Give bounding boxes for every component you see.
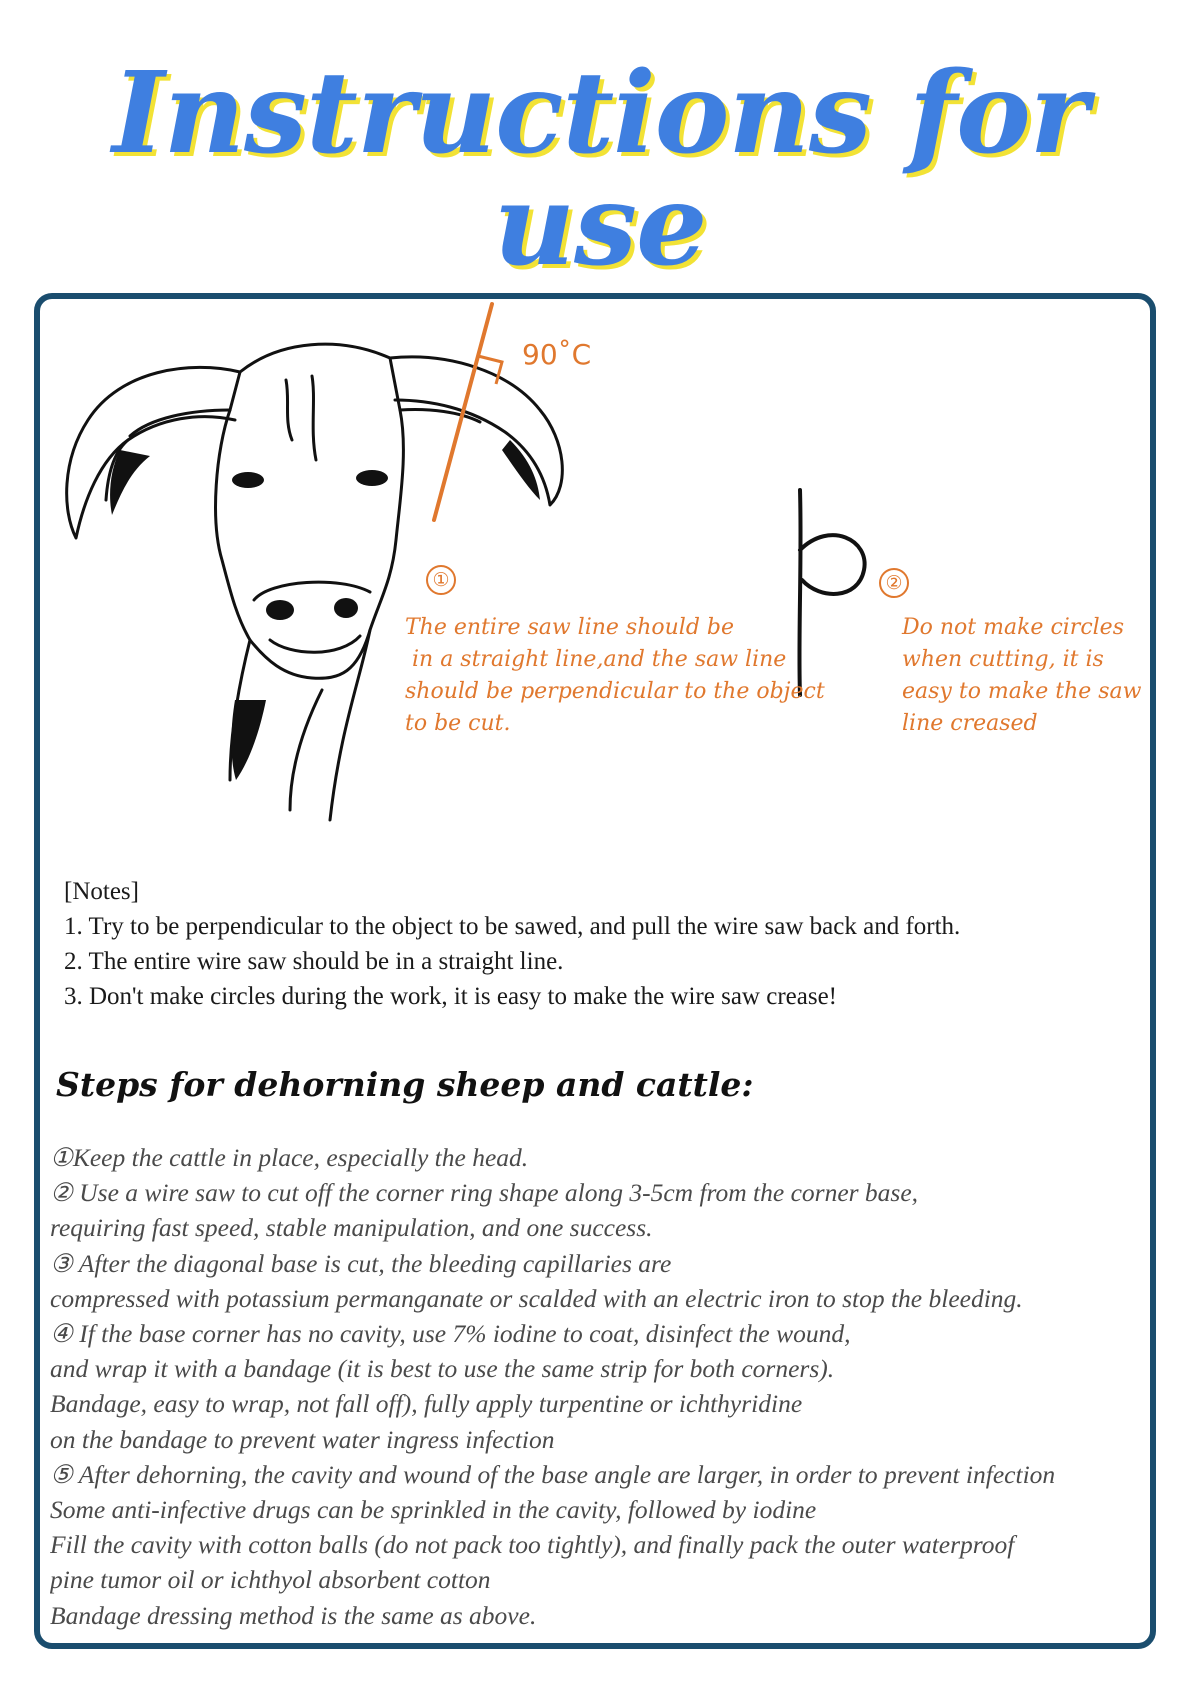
head-outline — [216, 344, 404, 678]
step-line: ② Use a wire saw to cut off the corner ring shape along 3-5cm from the corner base, — [50, 1178, 919, 1208]
step-line: requiring fast speed, stable manipulation, and one success. — [50, 1213, 653, 1243]
right-eye — [356, 470, 388, 486]
step-line: ③ After the diagonal base is cut, the bleeding capillaries are — [50, 1248, 672, 1278]
page-title: Instructions for use — [112, 48, 1088, 291]
step-line: ①Keep the cattle in place, especially the head. — [50, 1143, 529, 1172]
step-line: and wrap it with a bandage (it is best to use the same strip for both corners). — [50, 1354, 835, 1384]
callout-marker-1: ① — [426, 565, 456, 595]
left-eye — [232, 472, 264, 488]
left-nostril — [266, 600, 294, 620]
steps-section — [50, 1140, 1200, 1633]
step-line: on the bandage to prevent water ingress infection — [50, 1424, 555, 1454]
note-item: 2. The entire wire saw should be in a straight line. — [64, 948, 564, 975]
steps-heading: Steps for dehorning sheep and cattle: — [56, 1065, 754, 1104]
left-ear — [130, 410, 230, 436]
note-item: 3. Don't make circles during the work, it is easy to make the wire saw crease! — [64, 983, 837, 1010]
angle-label: 90˚C — [522, 338, 592, 371]
step-line: Bandage dressing method is the same as above. — [50, 1600, 537, 1630]
right-nostril — [334, 598, 358, 618]
callout-straight-line: The entire saw line should be in a straight line,and the saw line should be perpendicular to the object to be cut. — [405, 615, 825, 736]
callout-marker-2: ② — [879, 568, 909, 598]
step-line: pine tumor oil or ichthyol absorbent cotton — [50, 1565, 491, 1595]
note-item: 1. Try to be perpendicular to the object to be sawed, and pull the wire saw back and forth. — [64, 913, 961, 940]
step-line: ④ If the base corner has no cavity, use 7% iodine to coat, disinfect the wound, — [50, 1319, 851, 1349]
left-horn — [67, 367, 240, 538]
step-line: Bandage, easy to wrap, not fall off), fully apply turpentine or ichthyridine — [50, 1389, 803, 1419]
cow-head-illustration — [40, 300, 870, 840]
step-line: compressed with potassium permanganate or scalded with an electric iron to stop the bleeding. — [50, 1283, 1023, 1313]
notes-heading: [Notes] — [64, 878, 139, 905]
callout-no-circles: Do not make circles when cutting, it is easy to make the saw line creased — [902, 615, 1142, 736]
notes-section — [64, 874, 1154, 1014]
step-line: Fill the cavity with cotton balls (do not pack too tightly), and finally pack the outer waterproof — [50, 1530, 1015, 1560]
step-line: Some anti-infective drugs can be sprinkled in the cavity, followed by iodine — [50, 1495, 817, 1525]
step-line: ⑤ After dehorning, the cavity and wound of the base angle are larger, in order to prevent infection — [50, 1459, 1056, 1489]
